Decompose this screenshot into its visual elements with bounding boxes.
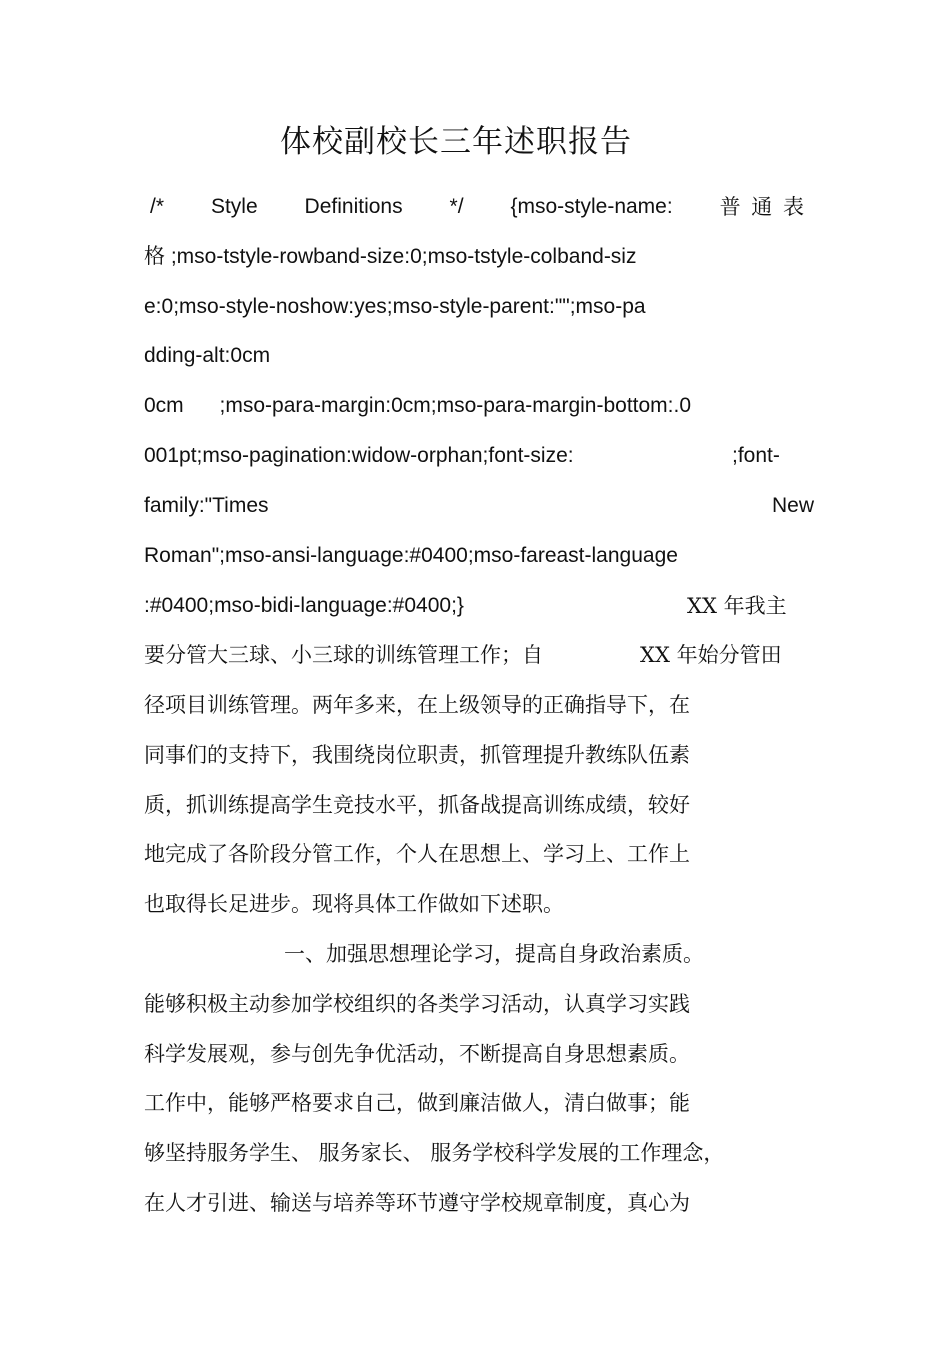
body-line-2: 格 ;mso-tstyle-rowband-size:0;mso-tstyle-colband-siz (144, 245, 637, 268)
line1-part-5: {mso-style-name: (510, 195, 673, 218)
line1-part-6: 普 通 表 (719, 195, 806, 219)
line10-part-b: XX 年始分管田 (640, 643, 782, 667)
body-line-20: 够坚持服务学生、 服务家长、 服务学校科学发展的工作理念， (144, 1141, 725, 1165)
section-heading-1: 一、加强思想理论学习，提高自身政治素质。 (284, 942, 704, 966)
line1-part-2: Style (210, 195, 258, 218)
body-line-19: 工作中，能够严格要求自己，做到廉洁做人，清白做事；能 (144, 1091, 690, 1115)
body-line-5 (144, 390, 691, 422)
line5-part-a: 0cm (144, 394, 184, 417)
line7-part-a: family:"Times (144, 494, 269, 517)
line1-part-1: /* (150, 195, 165, 218)
body-line-14: 地完成了各阶段分管工作，个人在思想上、学习上、工作上 (144, 842, 690, 866)
body-line-10 (144, 639, 804, 671)
body-line-7 (144, 490, 814, 522)
document-title: 体校副校长三年述职报告 (280, 124, 632, 160)
line9-part-b: XX 年我主 (687, 594, 787, 618)
line5-part-b: ;mso-para-margin:0cm;mso-para-margin-bottom:.0 (219, 394, 692, 417)
body-line-13: 质，抓训练提高学生竞技水平，抓备战提高训练成绩，较好 (144, 793, 690, 817)
body-line-9 (144, 590, 804, 622)
line1-part-4: */ (449, 195, 464, 218)
body-line-8: Roman";mso-ansi-language:#0400;mso-fareast-language (144, 544, 678, 567)
line10-part-a: 要分管大三球、小三球的训练管理工作；自 (144, 643, 543, 667)
body-line-6 (144, 440, 784, 472)
line1-part-3: Definitions (304, 195, 403, 218)
body-line-15: 也取得长足进步。现将具体工作做如下述职。 (144, 892, 564, 916)
body-line-21: 在人才引进、输送与培养等环节遵守学校规章制度，真心为 (144, 1191, 690, 1215)
body-line-3: e:0;mso-style-noshow:yes;mso-style-parent:"";mso-pa (144, 295, 646, 318)
body-line-17: 能够积极主动参加学校组织的各类学习活动，认真学习实践 (144, 992, 690, 1016)
line9-part-a: :#0400;mso-bidi-language:#0400;} (144, 594, 464, 617)
line6-part-b: ;font- (732, 444, 780, 467)
line7-part-b: New (771, 494, 814, 517)
line6-part-a: 001pt;mso-pagination:widow-orphan;font-size: (144, 444, 574, 467)
body-line-4: dding-alt:0cm (144, 344, 271, 367)
body-line-1 (144, 191, 806, 223)
body-line-12: 同事们的支持下，我围绕岗位职责，抓管理提升教练队伍素 (144, 743, 690, 767)
body-line-11: 径项目训练管理。两年多来，在上级领导的正确指导下，在 (144, 693, 690, 717)
body-line-18: 科学发展观，参与创先争优活动，不断提高自身思想素质。 (144, 1042, 690, 1066)
